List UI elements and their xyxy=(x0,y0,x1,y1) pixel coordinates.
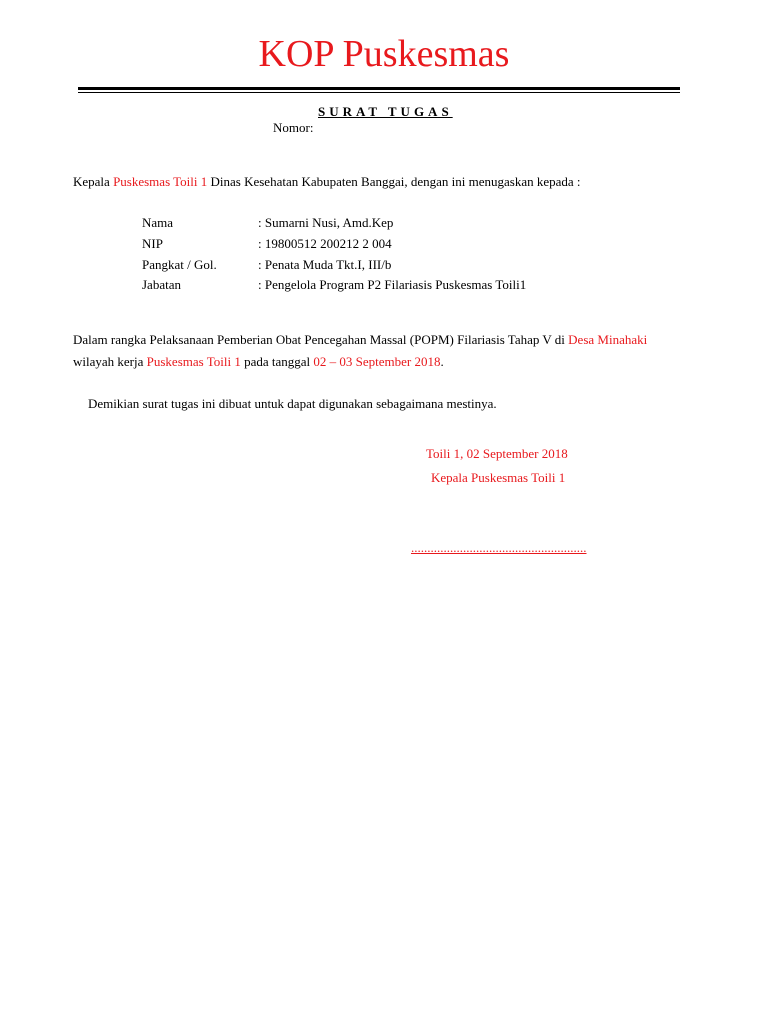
intro-text: Kepala xyxy=(73,174,114,189)
closing-paragraph: Demikian surat tugas ini dibuat untuk dapat digunakan sebagaimana mestinya. xyxy=(88,396,497,411)
field-label-nama: Nama xyxy=(142,215,174,230)
field-label-pangkat: Pangkat / Gol. xyxy=(142,257,217,272)
signature-position: Kepala Puskesmas Toili 1 xyxy=(431,470,566,485)
letterhead-rule-thick xyxy=(78,87,680,90)
intro-text-rest: Dinas Kesehatan Kabupaten Banggai, dengan ini menugaskan kepada : xyxy=(207,174,581,189)
body-text-3: pada tanggal xyxy=(240,354,314,369)
intro-puskesmas: Puskesmas Toili 1 xyxy=(113,174,208,189)
body-text-2: wilayah kerja xyxy=(73,354,147,369)
letterhead-title: KOP Puskesmas xyxy=(258,33,510,75)
body-line-2 xyxy=(73,354,444,370)
field-value-nip: : 19800512 200212 2 004 xyxy=(258,236,392,251)
letter-title: SURAT TUGAS xyxy=(318,104,453,119)
field-value-jabatan: : Pengelola Program P2 Filariasis Puskesmas Toili1 xyxy=(258,277,527,292)
body-puskesmas: Puskesmas Toili 1 xyxy=(146,354,241,369)
signature-name-placeholder: ...................................................... xyxy=(411,540,587,555)
field-label-nip: NIP xyxy=(142,236,163,251)
letter-number-label: Nomor: xyxy=(273,120,314,135)
body-desa: Desa Minahaki xyxy=(568,332,648,347)
body-period: . xyxy=(440,354,444,369)
field-label-jabatan: Jabatan xyxy=(142,277,181,292)
field-value-pangkat: : Penata Muda Tkt.I, III/b xyxy=(258,257,392,272)
body-line-1 xyxy=(73,332,647,348)
body-text: Dalam rangka Pelaksanaan Pemberian Obat Pencegahan Massal (POPM) Filariasis Tahap V di xyxy=(73,332,569,347)
letterhead-rule-thin xyxy=(78,92,680,93)
intro-paragraph xyxy=(73,174,581,190)
field-value-nama: : Sumarni Nusi, Amd.Kep xyxy=(258,215,394,230)
signature-place-date: Toili 1, 02 September 2018 xyxy=(426,446,568,461)
body-date: 02 – 03 September 2018 xyxy=(313,354,441,369)
